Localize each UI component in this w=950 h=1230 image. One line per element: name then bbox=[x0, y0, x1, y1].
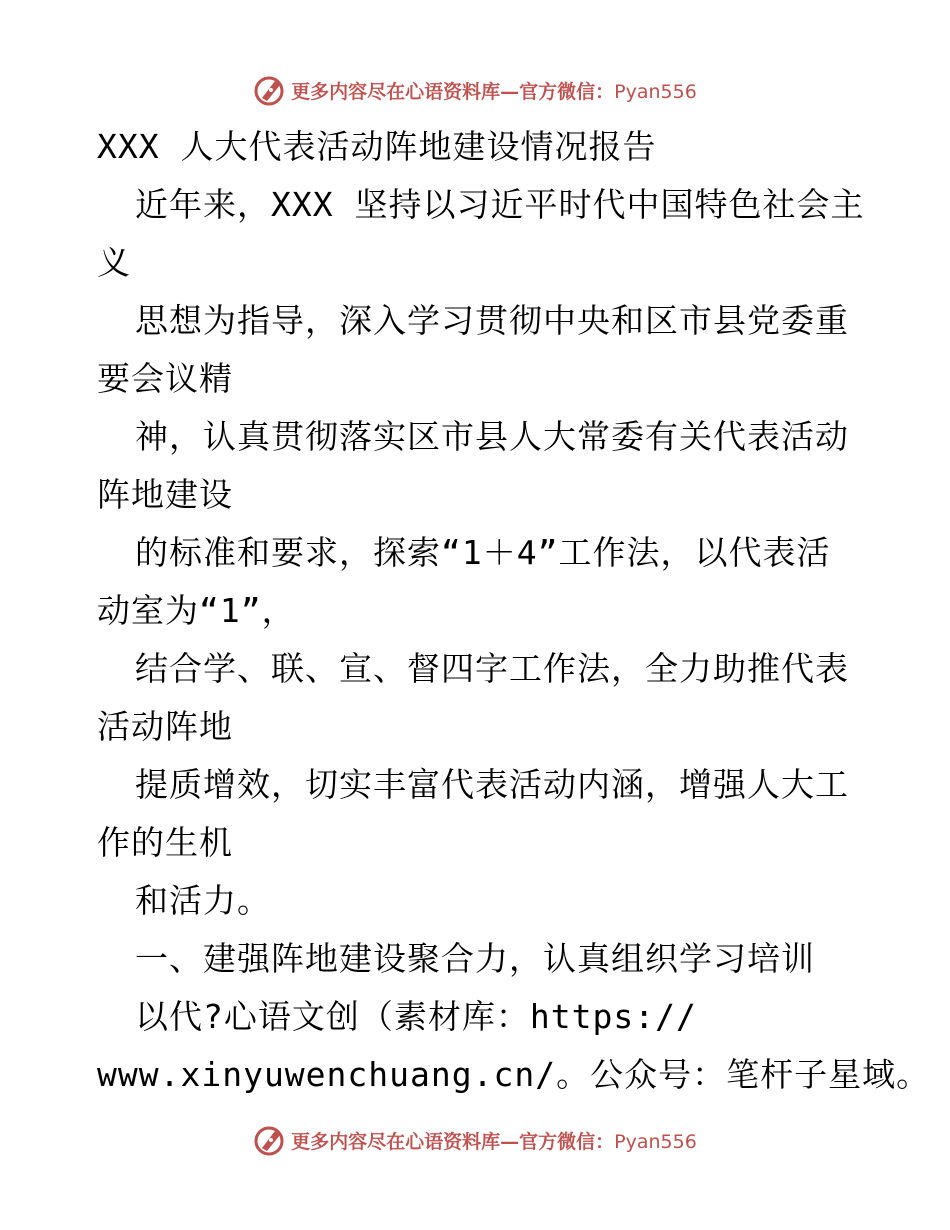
footer-watermark-banner bbox=[0, 1120, 950, 1160]
paragraph-line: 神，认真贯彻落实区市县人大常委有关代表活动 bbox=[135, 417, 849, 456]
header-watermark-banner bbox=[0, 70, 950, 110]
paragraph-line: 的标准和要求，探索“1＋4”工作法，以代表活 bbox=[135, 533, 831, 572]
pen-nib-circle-icon bbox=[253, 1123, 287, 1157]
document-body bbox=[97, 118, 931, 1104]
paragraph-line-url: www.xinyuwenchuang.cn/。公众号：笔杆子星域。 bbox=[97, 1055, 931, 1094]
paragraph-line: 思想为指导，深入学习贯彻中央和区市县党委重 bbox=[135, 301, 849, 340]
paragraph-line: 义 bbox=[97, 243, 131, 282]
paragraph-line: 结合学、联、宣、督四字工作法，全力助推代表 bbox=[135, 649, 849, 688]
paragraph-line: 活动阵地 bbox=[97, 707, 233, 746]
paragraph-line: 要会议精 bbox=[97, 359, 233, 398]
paragraph-line: 阵地建设 bbox=[97, 475, 233, 514]
banner-text bbox=[291, 77, 697, 104]
banner-wechat-id: Pyan556 bbox=[614, 80, 697, 103]
paragraph-line: 近年来，XXX 坚持以习近平时代中国特色社会主 bbox=[135, 185, 865, 224]
pen-nib-circle-icon bbox=[253, 73, 287, 107]
banner-label: 更多内容尽在心语资料库—官方微信： bbox=[291, 1130, 615, 1153]
paragraph-line: 作的生机 bbox=[97, 823, 233, 862]
document-title: XXX 人大代表活动阵地建设情况报告 bbox=[97, 127, 657, 166]
section-heading: 一、建强阵地建设聚合力，认真组织学习培训 bbox=[135, 939, 815, 978]
banner-label: 更多内容尽在心语资料库—官方微信： bbox=[291, 80, 615, 103]
paragraph-line: 和活力。 bbox=[135, 881, 271, 920]
paragraph-line: 以代?心语文创（素材库：https:// bbox=[135, 997, 697, 1036]
paragraph-line: 动室为“1”， bbox=[97, 591, 296, 630]
paragraph-line: 提质增效，切实丰富代表活动内涵，增强人大工 bbox=[135, 765, 849, 804]
banner-wechat-id: Pyan556 bbox=[614, 1130, 697, 1153]
banner-text bbox=[291, 1127, 697, 1154]
